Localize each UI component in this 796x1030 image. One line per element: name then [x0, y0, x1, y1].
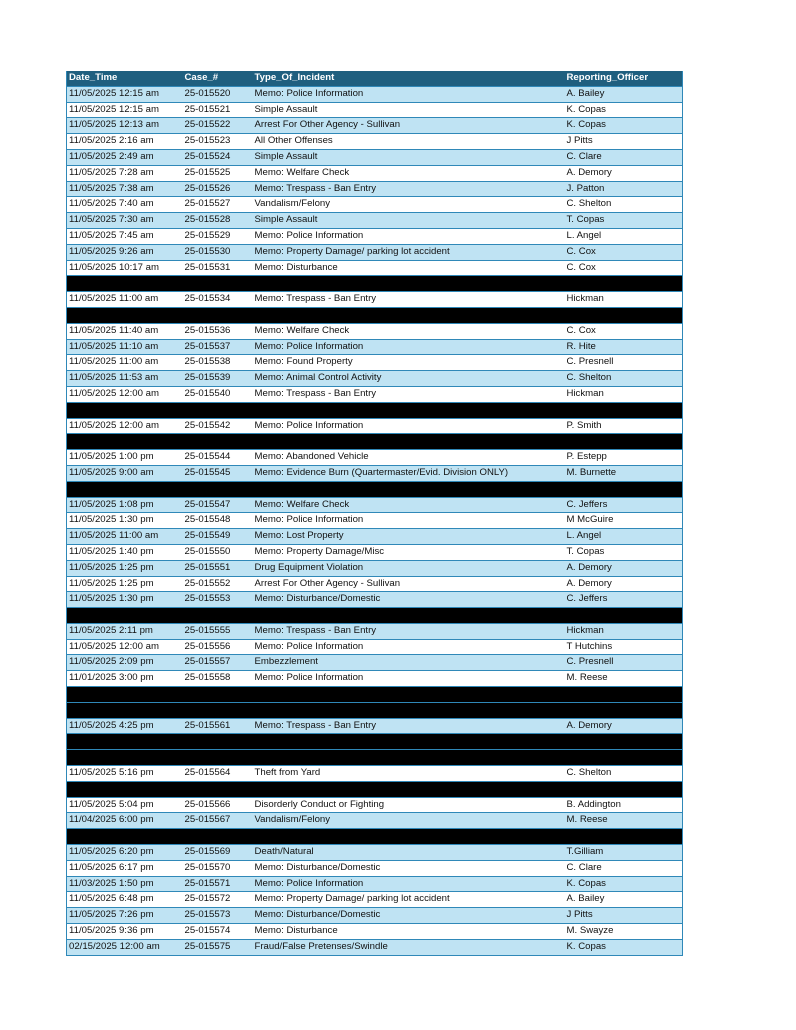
cell-reporting-officer: C. Presnell [565, 355, 683, 371]
redacted-cell [565, 687, 683, 703]
cell-reporting-officer: C. Shelton [565, 197, 683, 213]
redacted-cell [183, 434, 253, 450]
table-row [67, 592, 683, 608]
cell-date-time: 11/05/2025 12:13 am [67, 118, 183, 134]
redacted-row [67, 434, 683, 450]
cell-case-number: 25-015545 [183, 465, 253, 481]
redacted-cell [253, 434, 565, 450]
cell-type-of-incident: Memo: Property Damage/ parking lot accident [253, 892, 565, 908]
cell-case-number: 25-015569 [183, 845, 253, 861]
cell-type-of-incident: Memo: Police Information [253, 339, 565, 355]
redacted-cell [565, 276, 683, 292]
cell-date-time: 11/05/2025 6:48 pm [67, 892, 183, 908]
cell-type-of-incident: Memo: Trespass - Ban Entry [253, 181, 565, 197]
cell-reporting-officer: P. Estepp [565, 450, 683, 466]
cell-case-number: 25-015524 [183, 149, 253, 165]
cell-type-of-incident: Simple Assault [253, 149, 565, 165]
redacted-cell [565, 608, 683, 624]
cell-date-time: 11/05/2025 9:26 am [67, 244, 183, 260]
cell-date-time: 11/05/2025 7:26 pm [67, 908, 183, 924]
redacted-cell [183, 829, 253, 845]
redacted-row [67, 481, 683, 497]
cell-date-time: 11/05/2025 11:40 am [67, 323, 183, 339]
table-row [67, 244, 683, 260]
cell-reporting-officer: C. Shelton [565, 766, 683, 782]
redacted-cell [183, 481, 253, 497]
redacted-cell [565, 434, 683, 450]
cell-date-time: 11/05/2025 2:11 pm [67, 623, 183, 639]
cell-reporting-officer: C. Clare [565, 860, 683, 876]
cell-date-time: 11/05/2025 7:28 am [67, 165, 183, 181]
cell-date-time: 02/15/2025 12:00 am [67, 939, 183, 955]
cell-reporting-officer: T.Gilliam [565, 845, 683, 861]
redacted-cell [253, 702, 565, 718]
redacted-cell [67, 781, 183, 797]
cell-type-of-incident: Memo: Police Information [253, 228, 565, 244]
cell-case-number: 25-015526 [183, 181, 253, 197]
cell-type-of-incident: Memo: Disturbance/Domestic [253, 860, 565, 876]
cell-case-number: 25-015544 [183, 450, 253, 466]
table-row [67, 292, 683, 308]
cell-reporting-officer: C. Shelton [565, 371, 683, 387]
table-row [67, 813, 683, 829]
redacted-cell [253, 750, 565, 766]
cell-reporting-officer: J Pitts [565, 908, 683, 924]
cell-date-time: 11/05/2025 5:16 pm [67, 766, 183, 782]
redacted-cell [183, 750, 253, 766]
cell-type-of-incident: Vandalism/Felony [253, 197, 565, 213]
cell-case-number: 25-015525 [183, 165, 253, 181]
table-row [67, 181, 683, 197]
redacted-row [67, 402, 683, 418]
cell-reporting-officer: A. Demory [565, 560, 683, 576]
cell-reporting-officer: M. Reese [565, 671, 683, 687]
cell-type-of-incident: Memo: Animal Control Activity [253, 371, 565, 387]
redacted-cell [67, 481, 183, 497]
cell-case-number: 25-015529 [183, 228, 253, 244]
cell-reporting-officer: B. Addington [565, 797, 683, 813]
table-row [67, 924, 683, 940]
cell-case-number: 25-015531 [183, 260, 253, 276]
cell-type-of-incident: Arrest For Other Agency - Sullivan [253, 576, 565, 592]
header-type-of-incident: Type_Of_Incident [253, 71, 565, 86]
header-date-time: Date_Time [67, 71, 183, 86]
cell-type-of-incident: Simple Assault [253, 213, 565, 229]
cell-type-of-incident: Memo: Trespass - Ban Entry [253, 718, 565, 734]
cell-case-number: 25-015566 [183, 797, 253, 813]
redacted-cell [253, 687, 565, 703]
redacted-cell [253, 608, 565, 624]
cell-type-of-incident: Arrest For Other Agency - Sullivan [253, 118, 565, 134]
redacted-row [67, 687, 683, 703]
redacted-row [67, 276, 683, 292]
redacted-cell [67, 687, 183, 703]
cell-case-number: 25-015537 [183, 339, 253, 355]
cell-reporting-officer: A. Demory [565, 718, 683, 734]
redacted-cell [183, 608, 253, 624]
redacted-row [67, 750, 683, 766]
cell-type-of-incident: Theft from Yard [253, 766, 565, 782]
cell-date-time: 11/05/2025 1:30 pm [67, 592, 183, 608]
cell-date-time: 11/05/2025 12:15 am [67, 102, 183, 118]
redacted-cell [67, 307, 183, 323]
cell-reporting-officer: K. Copas [565, 876, 683, 892]
cell-case-number: 25-015557 [183, 655, 253, 671]
table-row [67, 513, 683, 529]
redacted-cell [253, 829, 565, 845]
cell-type-of-incident: Simple Assault [253, 102, 565, 118]
redacted-cell [253, 781, 565, 797]
table-row [67, 118, 683, 134]
table-row [67, 860, 683, 876]
cell-date-time: 11/05/2025 11:00 am [67, 529, 183, 545]
table-row [67, 134, 683, 150]
table-row [67, 639, 683, 655]
cell-case-number: 25-015552 [183, 576, 253, 592]
cell-date-time: 11/05/2025 2:16 am [67, 134, 183, 150]
cell-date-time: 11/05/2025 2:49 am [67, 149, 183, 165]
table-row [67, 560, 683, 576]
table-row [67, 845, 683, 861]
cell-date-time: 11/03/2025 1:50 pm [67, 876, 183, 892]
redacted-cell [253, 734, 565, 750]
cell-date-time: 11/05/2025 1:08 pm [67, 497, 183, 513]
cell-date-time: 11/05/2025 1:40 pm [67, 544, 183, 560]
cell-reporting-officer: M. Burnette [565, 465, 683, 481]
incident-log-table [66, 71, 683, 956]
cell-reporting-officer: M McGuire [565, 513, 683, 529]
cell-type-of-incident: Memo: Abandoned Vehicle [253, 450, 565, 466]
cell-reporting-officer: K. Copas [565, 939, 683, 955]
redacted-row [67, 781, 683, 797]
cell-reporting-officer: C. Cox [565, 260, 683, 276]
cell-case-number: 25-015523 [183, 134, 253, 150]
table-row [67, 371, 683, 387]
redacted-row [67, 734, 683, 750]
cell-type-of-incident: Memo: Evidence Burn (Quartermaster/Evid. Division ONLY) [253, 465, 565, 481]
cell-type-of-incident: Memo: Disturbance [253, 924, 565, 940]
cell-case-number: 25-015527 [183, 197, 253, 213]
table-row [67, 766, 683, 782]
cell-reporting-officer: P. Smith [565, 418, 683, 434]
table-row [67, 497, 683, 513]
table-row [67, 655, 683, 671]
cell-reporting-officer: C. Cox [565, 244, 683, 260]
table-row [67, 623, 683, 639]
cell-date-time: 11/05/2025 7:45 am [67, 228, 183, 244]
cell-reporting-officer: A. Demory [565, 165, 683, 181]
redacted-cell [67, 402, 183, 418]
cell-date-time: 11/05/2025 1:25 pm [67, 576, 183, 592]
table-body [67, 86, 683, 955]
table-row [67, 797, 683, 813]
cell-reporting-officer: A. Demory [565, 576, 683, 592]
redacted-cell [565, 702, 683, 718]
cell-reporting-officer: A. Bailey [565, 86, 683, 102]
cell-case-number: 25-015561 [183, 718, 253, 734]
redacted-cell [565, 402, 683, 418]
cell-date-time: 11/05/2025 12:00 am [67, 386, 183, 402]
cell-date-time: 11/05/2025 7:38 am [67, 181, 183, 197]
cell-date-time: 11/05/2025 7:40 am [67, 197, 183, 213]
cell-reporting-officer: K. Copas [565, 118, 683, 134]
cell-case-number: 25-015539 [183, 371, 253, 387]
cell-case-number: 25-015551 [183, 560, 253, 576]
header-reporting-officer: Reporting_Officer [565, 71, 683, 86]
redacted-cell [183, 402, 253, 418]
cell-reporting-officer: J Pitts [565, 134, 683, 150]
cell-type-of-incident: Memo: Welfare Check [253, 497, 565, 513]
cell-case-number: 25-015556 [183, 639, 253, 655]
table-row [67, 213, 683, 229]
cell-case-number: 25-015555 [183, 623, 253, 639]
table-row [67, 339, 683, 355]
cell-type-of-incident: Memo: Found Property [253, 355, 565, 371]
cell-reporting-officer: C. Presnell [565, 655, 683, 671]
table-row [67, 355, 683, 371]
cell-date-time: 11/05/2025 5:04 pm [67, 797, 183, 813]
cell-reporting-officer: T Hutchins [565, 639, 683, 655]
cell-date-time: 11/05/2025 1:00 pm [67, 450, 183, 466]
table-row [67, 544, 683, 560]
redacted-cell [67, 434, 183, 450]
cell-case-number: 25-015553 [183, 592, 253, 608]
table-row [67, 939, 683, 955]
cell-type-of-incident: Memo: Police Information [253, 513, 565, 529]
table-row [67, 260, 683, 276]
cell-type-of-incident: Memo: Police Information [253, 418, 565, 434]
cell-case-number: 25-015530 [183, 244, 253, 260]
cell-reporting-officer: Hickman [565, 292, 683, 308]
redacted-cell [253, 276, 565, 292]
cell-type-of-incident: Memo: Welfare Check [253, 165, 565, 181]
cell-reporting-officer: M. Reese [565, 813, 683, 829]
cell-case-number: 25-015571 [183, 876, 253, 892]
redacted-cell [67, 734, 183, 750]
cell-date-time: 11/05/2025 9:00 am [67, 465, 183, 481]
redacted-cell [253, 402, 565, 418]
redacted-row [67, 307, 683, 323]
cell-date-time: 11/05/2025 11:00 am [67, 292, 183, 308]
cell-date-time: 11/05/2025 6:20 pm [67, 845, 183, 861]
redacted-cell [183, 702, 253, 718]
table-row [67, 197, 683, 213]
cell-type-of-incident: Memo: Welfare Check [253, 323, 565, 339]
table-row [67, 465, 683, 481]
cell-case-number: 25-015521 [183, 102, 253, 118]
cell-type-of-incident: Memo: Trespass - Ban Entry [253, 623, 565, 639]
cell-reporting-officer: L. Angel [565, 228, 683, 244]
cell-type-of-incident: Memo: Disturbance [253, 260, 565, 276]
cell-case-number: 25-015549 [183, 529, 253, 545]
table-row [67, 908, 683, 924]
redacted-cell [183, 687, 253, 703]
cell-case-number: 25-015536 [183, 323, 253, 339]
table-row [67, 418, 683, 434]
table-row [67, 165, 683, 181]
redacted-cell [253, 307, 565, 323]
cell-type-of-incident: Fraud/False Pretenses/Swindle [253, 939, 565, 955]
table-row [67, 102, 683, 118]
cell-case-number: 25-015567 [183, 813, 253, 829]
cell-case-number: 25-015542 [183, 418, 253, 434]
table-row [67, 529, 683, 545]
redacted-cell [565, 781, 683, 797]
table-row [67, 576, 683, 592]
redacted-cell [565, 307, 683, 323]
cell-reporting-officer: K. Copas [565, 102, 683, 118]
cell-type-of-incident: Memo: Trespass - Ban Entry [253, 386, 565, 402]
redacted-cell [565, 481, 683, 497]
cell-reporting-officer: Hickman [565, 386, 683, 402]
cell-reporting-officer: A. Bailey [565, 892, 683, 908]
cell-case-number: 25-015558 [183, 671, 253, 687]
redacted-cell [67, 829, 183, 845]
cell-type-of-incident: Memo: Police Information [253, 876, 565, 892]
cell-reporting-officer: J. Patton [565, 181, 683, 197]
cell-case-number: 25-015572 [183, 892, 253, 908]
cell-date-time: 11/04/2025 6:00 pm [67, 813, 183, 829]
cell-reporting-officer: M. Swayze [565, 924, 683, 940]
cell-case-number: 25-015522 [183, 118, 253, 134]
cell-date-time: 11/05/2025 7:30 am [67, 213, 183, 229]
cell-type-of-incident: Memo: Trespass - Ban Entry [253, 292, 565, 308]
cell-reporting-officer: C. Cox [565, 323, 683, 339]
redacted-cell [67, 750, 183, 766]
cell-date-time: 11/05/2025 4:25 pm [67, 718, 183, 734]
cell-reporting-officer: C. Clare [565, 149, 683, 165]
cell-date-time: 11/01/2025 3:00 pm [67, 671, 183, 687]
cell-case-number: 25-015528 [183, 213, 253, 229]
cell-case-number: 25-015574 [183, 924, 253, 940]
table-row [67, 876, 683, 892]
cell-type-of-incident: Memo: Police Information [253, 671, 565, 687]
cell-date-time: 11/05/2025 11:53 am [67, 371, 183, 387]
cell-date-time: 11/05/2025 10:17 am [67, 260, 183, 276]
redacted-cell [565, 750, 683, 766]
table-row [67, 86, 683, 102]
cell-case-number: 25-015573 [183, 908, 253, 924]
cell-case-number: 25-015538 [183, 355, 253, 371]
cell-type-of-incident: Embezzlement [253, 655, 565, 671]
cell-type-of-incident: Disorderly Conduct or Fighting [253, 797, 565, 813]
cell-type-of-incident: All Other Offenses [253, 134, 565, 150]
redacted-cell [67, 608, 183, 624]
redacted-cell [565, 734, 683, 750]
cell-reporting-officer: Hickman [565, 623, 683, 639]
cell-case-number: 25-015534 [183, 292, 253, 308]
cell-reporting-officer: C. Jeffers [565, 592, 683, 608]
redacted-row [67, 608, 683, 624]
cell-date-time: 11/05/2025 1:25 pm [67, 560, 183, 576]
cell-case-number: 25-015550 [183, 544, 253, 560]
redacted-row [67, 829, 683, 845]
cell-date-time: 11/05/2025 11:10 am [67, 339, 183, 355]
redacted-cell [183, 734, 253, 750]
redacted-cell [67, 276, 183, 292]
cell-type-of-incident: Death/Natural [253, 845, 565, 861]
table-row [67, 671, 683, 687]
cell-date-time: 11/05/2025 6:17 pm [67, 860, 183, 876]
redacted-cell [183, 276, 253, 292]
header-case-number: Case_# [183, 71, 253, 86]
redacted-cell [565, 829, 683, 845]
table-row [67, 228, 683, 244]
cell-case-number: 25-015564 [183, 766, 253, 782]
cell-date-time: 11/05/2025 12:00 am [67, 418, 183, 434]
cell-reporting-officer: R. Hite [565, 339, 683, 355]
cell-type-of-incident: Memo: Property Damage/ parking lot accident [253, 244, 565, 260]
cell-reporting-officer: T. Copas [565, 213, 683, 229]
table-row [67, 386, 683, 402]
cell-type-of-incident: Memo: Lost Property [253, 529, 565, 545]
redacted-cell [183, 307, 253, 323]
cell-case-number: 25-015575 [183, 939, 253, 955]
cell-type-of-incident: Memo: Disturbance/Domestic [253, 592, 565, 608]
cell-date-time: 11/05/2025 12:15 am [67, 86, 183, 102]
cell-case-number: 25-015548 [183, 513, 253, 529]
cell-date-time: 11/05/2025 11:00 am [67, 355, 183, 371]
cell-type-of-incident: Memo: Police Information [253, 639, 565, 655]
table-row [67, 323, 683, 339]
header-row [67, 71, 683, 86]
cell-date-time: 11/05/2025 9:36 pm [67, 924, 183, 940]
table-row [67, 149, 683, 165]
cell-type-of-incident: Vandalism/Felony [253, 813, 565, 829]
cell-case-number: 25-015540 [183, 386, 253, 402]
cell-reporting-officer: L. Angel [565, 529, 683, 545]
redacted-cell [67, 702, 183, 718]
cell-type-of-incident: Memo: Police Information [253, 86, 565, 102]
cell-case-number: 25-015570 [183, 860, 253, 876]
cell-type-of-incident: Memo: Disturbance/Domestic [253, 908, 565, 924]
table-row [67, 450, 683, 466]
cell-type-of-incident: Drug Equipment Violation [253, 560, 565, 576]
cell-type-of-incident: Memo: Property Damage/Misc [253, 544, 565, 560]
cell-reporting-officer: T. Copas [565, 544, 683, 560]
redacted-row [67, 702, 683, 718]
cell-date-time: 11/05/2025 12:00 am [67, 639, 183, 655]
redacted-cell [183, 781, 253, 797]
table-row [67, 892, 683, 908]
cell-date-time: 11/05/2025 1:30 pm [67, 513, 183, 529]
redacted-cell [253, 481, 565, 497]
cell-case-number: 25-015520 [183, 86, 253, 102]
cell-reporting-officer: C. Jeffers [565, 497, 683, 513]
cell-case-number: 25-015547 [183, 497, 253, 513]
cell-date-time: 11/05/2025 2:09 pm [67, 655, 183, 671]
table-row [67, 718, 683, 734]
